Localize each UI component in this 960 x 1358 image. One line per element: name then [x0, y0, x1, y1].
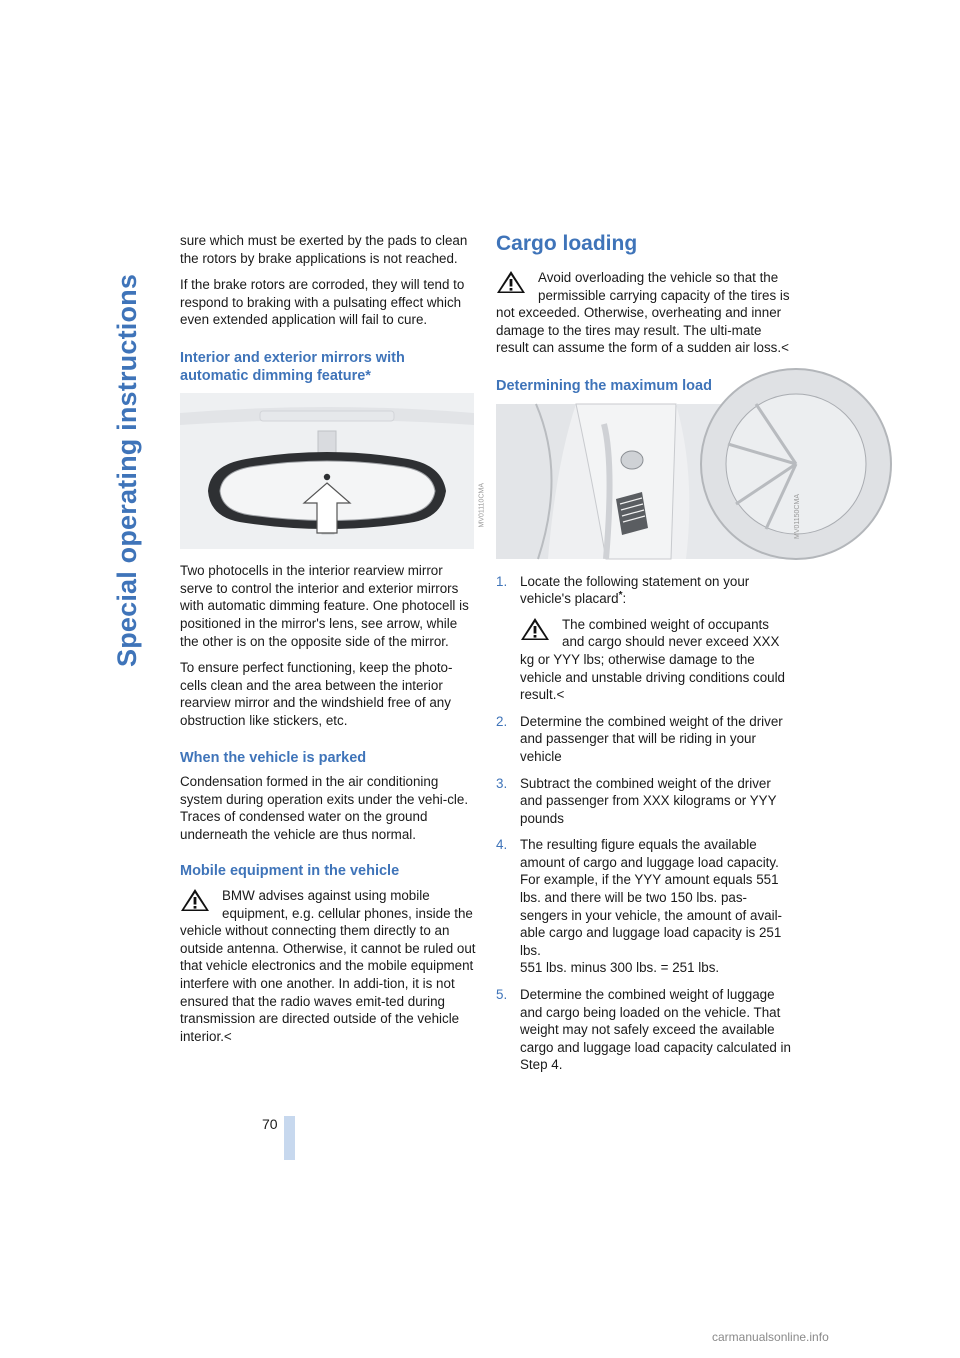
step-text: Determine the combined weight of luggage and cargo being loaded on the vehicle. That weight may not safely exceed the available cargo and luggage load capacity calculated in Step 4. — [520, 987, 791, 1073]
list-item — [496, 713, 792, 766]
step-text: The resulting figure equals the available amount of cargo and luggage load capacity. For example, if the YYY amount equals 551 lbs. and there will be two 150 lbs. pas-sengers in your vehicle, the amount of avail-able cargo and luggage load capacity is 251 lbs. — [520, 837, 783, 958]
cargo-warning-text: Avoid overloading the vehicle so that the permissible carrying capacity of the tires is not exceeded. Otherwise, overheating and inner damage to the tires may result. The ulti-mate result can assume the form of a sudden air loss. — [496, 270, 790, 356]
list-item — [496, 986, 792, 1074]
rearview-mirror-figure — [180, 393, 485, 549]
max-load-steps — [496, 573, 792, 1074]
end-mark: < — [781, 340, 789, 356]
warning-triangle-icon — [520, 617, 550, 641]
end-mark: < — [556, 687, 565, 703]
tire-placard-figure — [496, 404, 801, 559]
parked-heading: When the vehicle is parked — [180, 749, 367, 766]
page-number: 70 — [262, 1116, 278, 1132]
step-example-line: 551 lbs. minus 300 lbs. = 251 lbs. — [520, 960, 720, 976]
step-number: 5. — [496, 987, 508, 1003]
left-column — [180, 232, 485, 1054]
mirror-figure-code: MV01110CMA — [478, 483, 485, 528]
brake-paragraph-1: sure which must be exerted by the pads to clean the rotors by brake applications is not reached. — [180, 233, 468, 266]
step-colon: : — [622, 591, 627, 607]
option-star: * — [618, 590, 623, 602]
right-column — [496, 232, 801, 1083]
list-item — [496, 573, 792, 704]
step-number: 3. — [496, 775, 508, 791]
watermark-text: carmanualsonline.info — [712, 1330, 829, 1344]
step-text: Determine the combined weight of the driver and passenger that will be riding in your vehicle — [520, 713, 783, 764]
list-item — [496, 836, 792, 977]
step-number: 2. — [496, 713, 508, 729]
cargo-warning — [496, 269, 792, 357]
max-load-heading: Determining the maximum load — [496, 377, 712, 394]
mirrors-paragraph-2: To ensure perfect functioning, keep the photo-cells clean and the area between the interior rearview mirror and the windshield free of any obstruction like stickers, etc. — [180, 660, 453, 728]
mobile-warning — [180, 887, 476, 1045]
placard-figure-code: MV01150CMA — [794, 493, 801, 539]
step-text: Locate the following statement on your vehicle's placard — [520, 573, 750, 607]
mobile-heading: Mobile equipment in the vehicle — [180, 863, 400, 880]
mobile-warning-text: BMW advises against using mobile equipment, e.g. cellular phones, inside the vehicle without connecting them directly to an outside antenna. Otherwise, it cannot be ruled out that vehicle electronics and the mobile equipment interfere with one another. In addi-tion, it is not ensured that the radio waves emit-ted during transmission are directed outside of the vehicle interior. — [180, 888, 476, 1044]
list-item — [496, 775, 792, 828]
end-mark: < — [223, 1028, 232, 1044]
side-section-title-text: Special operating instructions — [112, 273, 142, 667]
step-number: 4. — [496, 837, 508, 853]
warning-triangle-icon — [496, 270, 526, 294]
placard-warning-text: The combined weight of occupants and cargo should never exceed XXX kg or YYY lbs; otherwise damage to the vehicle and unstable driving conditions could result. — [520, 616, 786, 703]
rearview-mirror-illustration — [180, 393, 474, 549]
cargo-heading: Cargo loading — [496, 232, 638, 255]
step-number: 1. — [496, 573, 508, 589]
page-margin-bar — [284, 1116, 295, 1160]
parked-paragraph: Condensation formed in the air conditioning system during operation exits under the vehi-cle. Traces of condensed water on the ground underneath the vehicle are thus normal. — [180, 774, 469, 842]
side-section-title — [112, 227, 152, 667]
door-pillar-illustration — [496, 404, 790, 559]
mirrors-paragraph-1: Two photocells in the interior rearview mirror serve to control the interior and exterior mirrors with automatic dimming feature. One photocell is positioned in the mirror's lens, see arrow, while the other is on the opposite side of the mirror. — [180, 563, 469, 649]
step-text: Subtract the combined weight of the driver and passenger from XXX kilograms or YYY pounds — [520, 775, 777, 826]
brake-paragraph-2: If the brake rotors are corroded, they will tend to respond to braking with a pulsating effect which even extended application will fail to cure. — [180, 277, 465, 328]
placard-warning — [520, 616, 792, 704]
warning-triangle-icon — [180, 888, 210, 912]
mirrors-heading: Interior and exterior mirrors with automatic dimming feature* — [180, 349, 405, 384]
